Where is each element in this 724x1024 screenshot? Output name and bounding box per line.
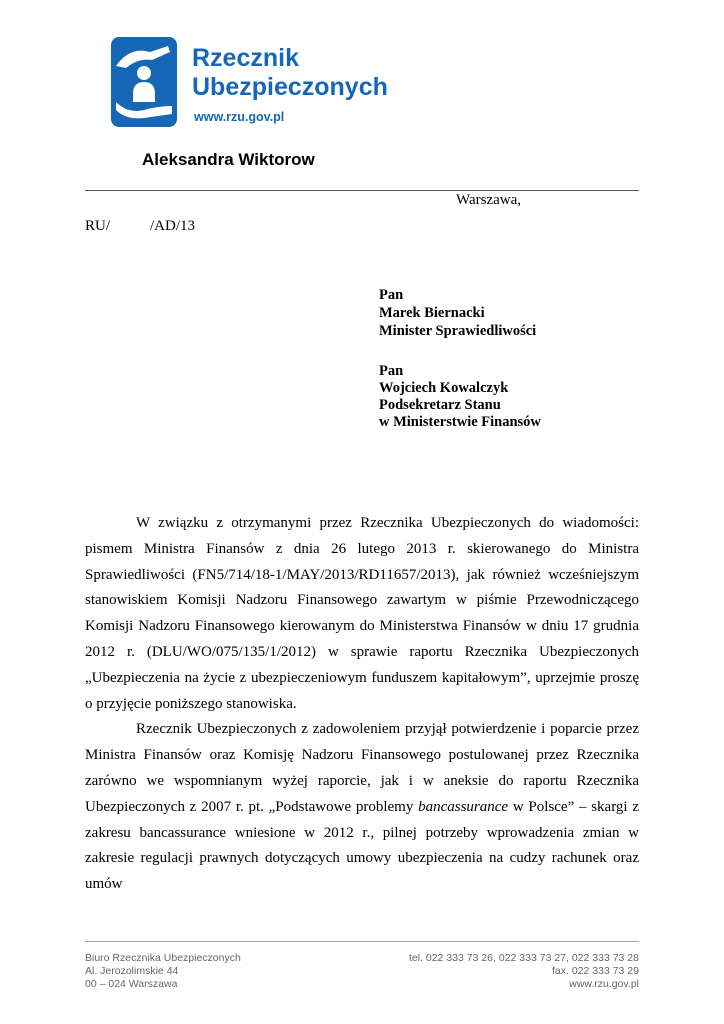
body-paragraph-2-italic: bancassurance xyxy=(418,798,509,815)
body-paragraph-1: W związku z otrzymanymi przez Rzecznika Ubezpieczonych do wiadomości: pismem Ministra Finansów z dnia 26 lutego 2013 r. skierowanego do Ministra Sprawiedliwości (FN5/714/18-1/MAY/2013/RD11657/2013), jak również wcześniejszym stanowiskiem Komisji Nadzoru Finansowego zawartym w piśmie Przewodniczącego Komisji Nadzoru Finansowego kierowanym do Ministerstwa Finansów w dniu 17 grudnia 2012 r. (DLU/WO/075/135/1/2012) w sprawie raportu Rzecznika Ubezpieczonych „Ubezpieczenia na życie z ubezpieczeniowym funduszem kapitałowym”, uprzejmie proszę o przyjęcie poniższego stanowiska. xyxy=(85,515,639,712)
footer-office-name: Biuro Rzecznika Ubezpieczonych xyxy=(85,952,241,964)
recipient-2-institution: w Ministerstwie Finansów xyxy=(379,414,541,430)
footer-city: 00 – 024 Warszawa xyxy=(85,978,178,990)
body-paragraph-2 xyxy=(85,717,639,898)
recipient-1-title: Minister Sprawiedliwości xyxy=(379,323,537,339)
recipient-2-salutation: Pan xyxy=(379,363,404,379)
reference-prefix: RU/ xyxy=(85,218,111,234)
org-name-line2: Ubezpieczonych xyxy=(192,73,388,101)
footer-phone: tel. 022 333 73 26, 022 333 73 27, 022 333 73 28 xyxy=(408,952,639,964)
body-paragraph-2-part-2: w Polsce” – skargi z zakresu bancassurance wniesione w 2012 r., pilnej potrzeby wprowadzenia zmian w zakresie regulacji prawnych dotyczących umowy ubezpieczenia na cudzy rachunek oraz umów xyxy=(85,798,639,893)
footer-divider xyxy=(85,941,639,942)
signer-name: Aleksandra Wiktorow xyxy=(142,150,315,169)
place-date: Warszawa, xyxy=(456,192,522,208)
org-website: www.rzu.gov.pl xyxy=(194,110,285,124)
header-divider xyxy=(85,190,639,191)
letter-body xyxy=(85,511,639,898)
recipient-2-name: Wojciech Kowalczyk xyxy=(379,380,509,396)
footer-website: www.rzu.gov.pl xyxy=(569,978,639,990)
recipient-2-title: Podsekretarz Stanu xyxy=(379,397,501,413)
org-name-line1: Rzecznik xyxy=(192,44,299,72)
hands-holding-person-icon xyxy=(110,36,178,128)
recipient-1-salutation: Pan xyxy=(379,287,404,303)
footer-fax: fax. 022 333 73 29 xyxy=(552,965,639,977)
recipient-1-name: Marek Biernacki xyxy=(379,305,485,321)
body-paragraph-2-part-1: Rzecznik Ubezpieczonych z zadowoleniem przyjął potwierdzenie i poparcie przez Ministra Finansów oraz Komisję Nadzoru Finansowego postulowanej przez Rzecznika zarówno we wspomnianym wyżej raporcie, jak i w aneksie do raportu Rzecznika Ubezpieczonych z 2007 r. pt. „Podstawowe problemy xyxy=(85,721,639,815)
reference-suffix: /AD/13 xyxy=(150,218,195,234)
footer-street: Al. Jerozolimskie 44 xyxy=(85,965,179,977)
